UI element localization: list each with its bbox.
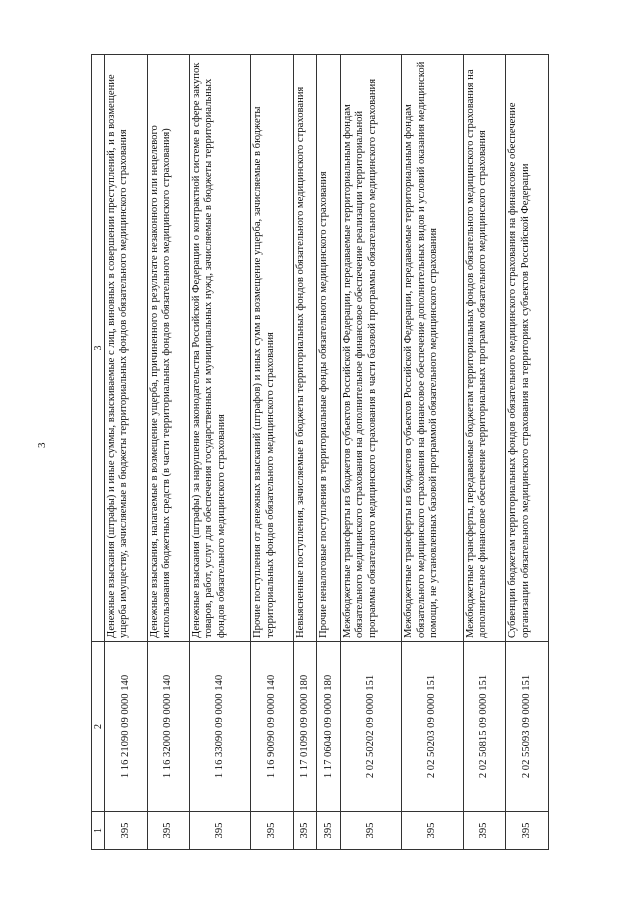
table-row [402,55,463,850]
admin-code: 395 [402,812,463,850]
budget-code: 1 16 21090 09 0000 140 [105,642,148,812]
budget-code: 1 17 01090 09 0000 180 [293,642,317,812]
admin-code: 395 [463,812,506,850]
admin-code: 395 [317,812,341,850]
revenue-description: Денежные взыскания (штрафы) за нарушение законодательства Российской Федерации о контрактной системе в сфере закупок товаров, работ, услуг для обеспечения государственных и муниципальных нужд, зачисляемые в бюджеты территориальных фондов обязательного медицинского страхования [190,55,251,642]
admin-code: 395 [105,812,148,850]
revenue-description: Субвенции бюджетам территориальных фондов обязательного медицинского страхования на финансовое обеспечение организации обязательного медицинского страхования на территориях субъектов Российской Федерации [506,55,549,642]
revenue-description: Межбюджетные трансферты из бюджетов субъектов Российской Федерации, передаваемые территориальным фондам обязательного медицинского страхования на финансовое обеспечение дополнительных видов и условий оказания медицинской помощи, не установленных базовой программой обязательного медицинского страхования [402,55,463,642]
admin-code: 395 [190,812,251,850]
revenue-description: Прочие поступления от денежных взысканий (штрафов) и иных сумм в возмещение ущерба, зачисляемые в бюджеты территориальных фондов обязательного медицинского страхования [251,55,294,642]
column-header-1: 1 [92,812,105,850]
table-row [147,55,190,850]
admin-code: 395 [251,812,294,850]
admin-code: 395 [293,812,317,850]
revenue-description: Денежные взыскания, налагаемые в возмещение ущерба, причиненного в результате незаконного или нецелевого использования бюджетных средств (в части территориальных фондов обязательного медицинского страхования) [147,55,190,642]
budget-code: 1 16 90090 09 0000 140 [251,642,294,812]
admin-code: 395 [341,812,402,850]
budget-code: 1 16 33090 09 0000 140 [190,642,251,812]
budget-code: 2 02 50203 09 0000 151 [402,642,463,812]
table-row [317,55,341,850]
table-row [251,55,294,850]
budget-code: 1 17 06040 09 0000 180 [317,642,341,812]
page-number: 3 [36,442,48,448]
admin-code: 395 [147,812,190,850]
table-row [506,55,549,850]
column-header-3: 3 [92,55,105,642]
table-row [463,55,506,850]
budget-code: 2 02 50815 09 0000 151 [463,642,506,812]
budget-code: 2 02 55093 09 0000 151 [506,642,549,812]
revenue-description: Прочие неналоговые поступления в территориальные фонды обязательного медицинского страхования [317,55,341,642]
table-row [341,55,402,850]
table-header-row [92,55,105,850]
table-row [293,55,317,850]
revenue-description: Межбюджетные трансферты, передаваемые бюджетам территориальных фондов обязательного медицинского страхования на дополнительное финансовое обеспечение территориальных программ обязательного медицинского страхования [463,55,506,642]
table-row [190,55,251,850]
revenue-codes-table [91,54,549,850]
column-header-2: 2 [92,642,105,812]
budget-code: 1 16 32000 09 0000 140 [147,642,190,812]
budget-code: 2 02 50202 09 0000 151 [341,642,402,812]
document-table-rotated [91,55,549,850]
revenue-description: Межбюджетные трансферты из бюджетов субъектов Российской Федерации, передаваемые территориальным фондам обязательного медицинского страхования на дополнительное финансовое обеспечение реализации территориальной программы обязательного медицинского страхования в части базовой программы обязательного медицинского страхования [341,55,402,642]
admin-code: 395 [506,812,549,850]
revenue-description: Денежные взыскания (штрафы) и иные суммы, взыскиваемые с лиц, виновных в совершении преступлений, и в возмещение ущерба имуществу, зачисляемые в бюджеты территориальных фондов обязательного медицинского страхования [105,55,148,642]
revenue-description: Невыясненные поступления, зачисляемые в бюджеты территориальных фондов обязательного медицинского страхования [293,55,317,642]
table-row [105,55,148,850]
